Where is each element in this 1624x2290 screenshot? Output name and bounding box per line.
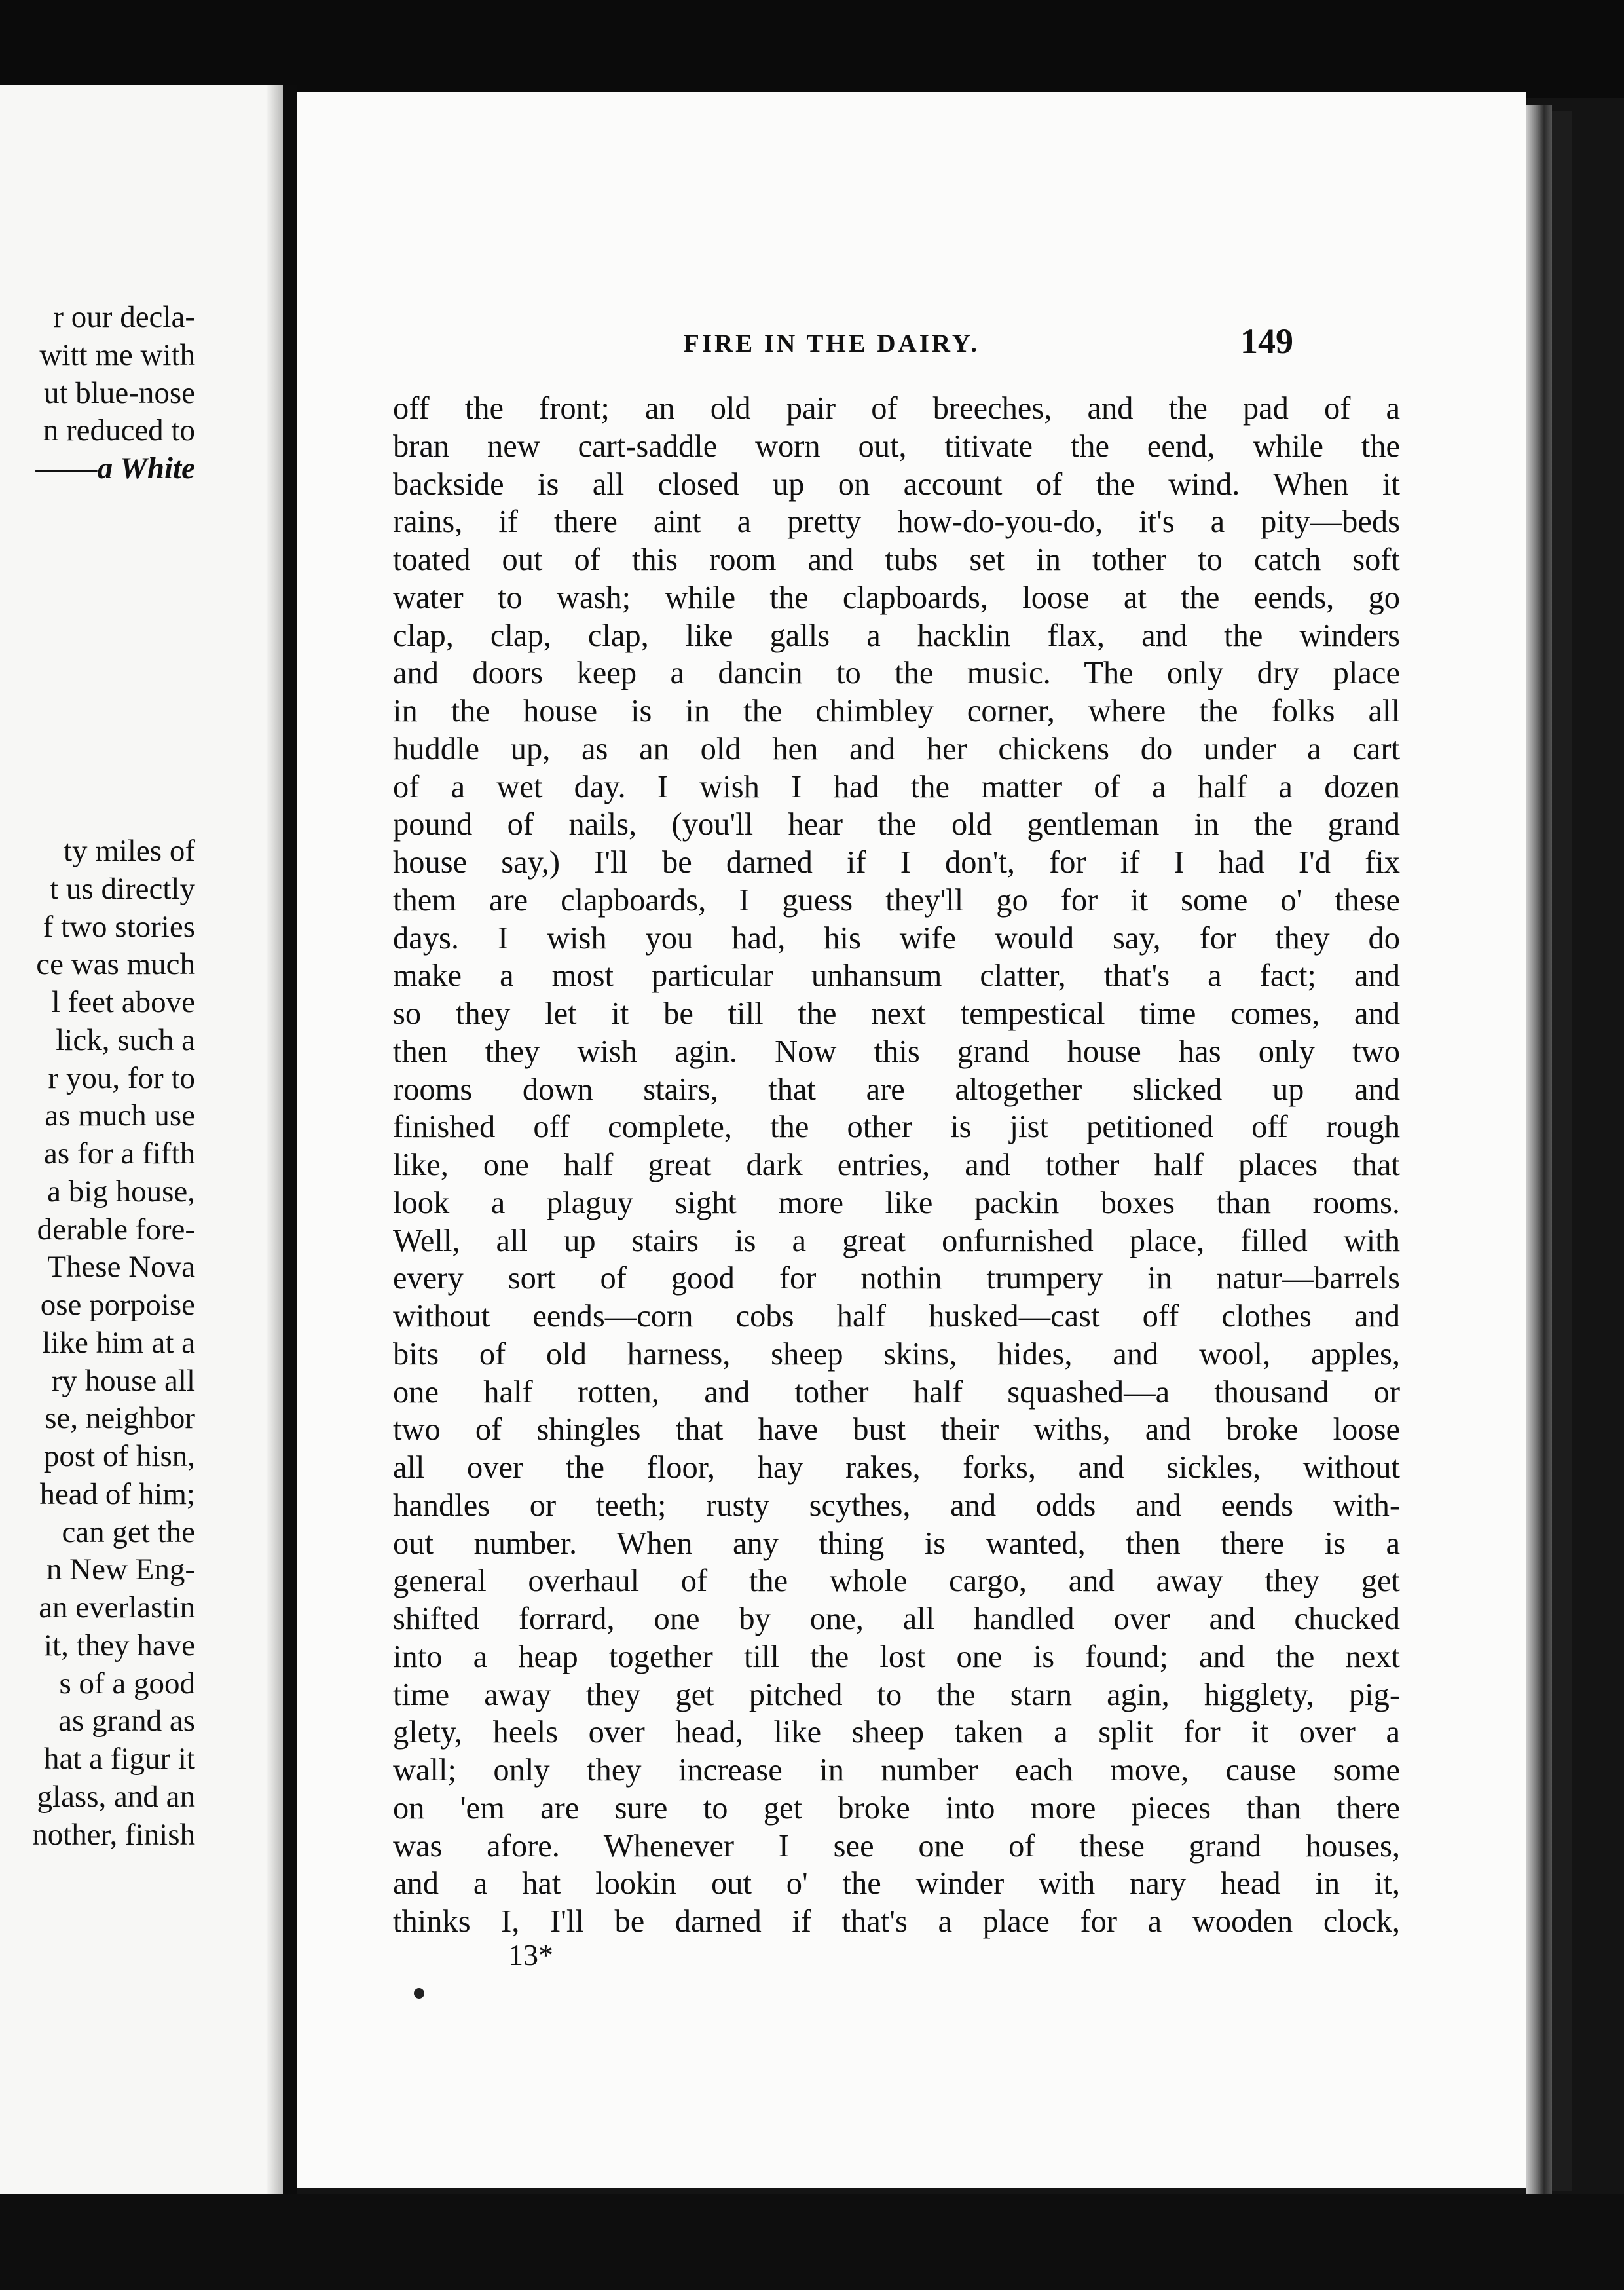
left-page-line: l feet above <box>51 985 195 1019</box>
text-line: one half rotten, and tother half squashed—a thousand or <box>393 1374 1400 1410</box>
left-page-line: ——a White <box>35 451 195 485</box>
left-page-line: These Nova <box>47 1250 195 1285</box>
left-page-line: ry house all <box>51 1363 195 1398</box>
text-line: time away they get pitched to the starn agin, higglety, pig- <box>393 1677 1400 1712</box>
text-line: on 'em are sure to get broke into more pieces than there <box>393 1790 1400 1826</box>
left-page-line: n New Eng- <box>46 1552 195 1587</box>
text-line: backside is all closed up on account of the wind. When it <box>393 466 1400 502</box>
text-line: rains, if there aint a pretty how-do-you-do, it's a pity—beds <box>393 504 1400 540</box>
left-page-line: as for a fifth <box>44 1136 195 1171</box>
text-line: so they let it be till the next tempestical time comes, and <box>393 996 1400 1031</box>
body-text <box>393 390 1400 1941</box>
page-edge <box>1526 105 1552 2194</box>
left-page-line: head of him; <box>39 1476 195 1511</box>
text-line: make a most particular unhansum clatter, that's a fact; and <box>393 958 1400 994</box>
page-number: 149 <box>1240 322 1293 361</box>
left-page-line: ut blue-nose <box>43 375 195 410</box>
left-page-line: ose porpoise <box>40 1288 195 1322</box>
text-line: all over the floor, hay rakes, forks, and sickles, without <box>393 1450 1400 1485</box>
text-line: in the house is in the chimbley corner, where the folks all <box>393 694 1400 728</box>
text-line: rooms down stairs, that are altogether slicked up and <box>393 1072 1400 1107</box>
left-page-line: derable fore- <box>37 1212 195 1247</box>
text-line: and doors keep a dancin to the music. The only dry place <box>393 656 1400 691</box>
left-page-line: lick, such a <box>56 1023 195 1057</box>
text-line: of a wet day. I wish I had the matter of a half a dozen <box>393 769 1400 804</box>
left-page-line: glass, and an <box>37 1779 195 1814</box>
left-page-line: a big house, <box>47 1174 195 1209</box>
text-line: house say,) I'll be darned if I don't, for if I had I'd fix <box>393 845 1400 880</box>
left-page-line: hat a figur it <box>43 1742 195 1776</box>
left-page-line: an everlastin <box>39 1590 195 1624</box>
text-line: pound of nails, (you'll hear the old gentleman in the grand <box>393 807 1400 842</box>
left-page-line: n reduced to <box>43 413 195 448</box>
left-page-line: ty miles of <box>63 834 195 868</box>
text-line: without eends—corn cobs half husked—cast off clothes and <box>393 1299 1400 1334</box>
text-line: them are clapboards, I guess they'll go for it some o' these <box>393 882 1400 918</box>
text-line: general overhaul of the whole cargo, and away they get <box>393 1564 1400 1599</box>
text-line: water to wash; while the clapboards, loose at the eends, go <box>393 580 1400 615</box>
gutter-shadow <box>266 85 283 2194</box>
scan-background-top <box>0 0 1624 98</box>
left-page-line: as grand as <box>58 1704 195 1738</box>
text-line: finished off complete, the other is jist petitioned off rough <box>393 1110 1400 1145</box>
text-line: bran new cart-saddle worn out, titivate the eend, while the <box>393 428 1400 464</box>
left-page-line: ce was much <box>36 947 195 982</box>
text-line: Well, all up stairs is a great onfurnished place, filled with <box>393 1223 1400 1258</box>
text-line: into a heap together till the lost one is found; and the next <box>393 1639 1400 1674</box>
text-line: wall; only they increase in number each move, cause some <box>393 1753 1400 1788</box>
text-line: glety, heels over head, like sheep taken a split for it over a <box>393 1715 1400 1750</box>
text-line: days. I wish you had, his wife would say, for they do <box>393 920 1400 956</box>
right-page <box>297 92 1526 2188</box>
text-line: handles or teeth; rusty scythes, and odds and eends with- <box>393 1488 1400 1523</box>
left-page-line: nother, finish <box>32 1817 195 1852</box>
text-line: thinks I, I'll be darned if that's a place for a wooden clock, <box>393 1904 1400 1939</box>
text-line: huddle up, as an old hen and her chickens do under a cart <box>393 731 1400 766</box>
scan-background-bottom <box>0 2194 1624 2290</box>
text-line: bits of old harness, sheep skins, hides, and wool, apples, <box>393 1336 1400 1372</box>
text-line: look a plaguy sight more like packin boxes than rooms. <box>393 1185 1400 1220</box>
left-page <box>0 85 283 2194</box>
left-page-line: post of hisn, <box>43 1439 195 1473</box>
text-line: clap, clap, clap, like galls a hacklin flax, and the winders <box>393 618 1400 653</box>
text-line: two of shingles that have bust their withs, and broke loose <box>393 1412 1400 1448</box>
left-page-line: r you, for to <box>48 1061 195 1095</box>
book-spine <box>283 85 297 2198</box>
text-line: like, one half great dark entries, and tother half places that <box>393 1148 1400 1182</box>
left-page-line: witt me with <box>39 337 195 372</box>
left-page-line: se, neighbor <box>45 1401 195 1436</box>
page-header <box>297 321 1526 373</box>
text-line: and a hat lookin out o' the winder with nary head in it, <box>393 1866 1400 1902</box>
text-line: then they wish agin. Now this grand house has only two <box>393 1034 1400 1069</box>
text-line: toated out of this room and tubs set in tother to catch soft <box>393 542 1400 577</box>
left-page-line: f two stories <box>43 909 195 944</box>
left-page-line: can get the <box>62 1514 195 1549</box>
text-line: off the front; an old pair of breeches, and the pad of a <box>393 391 1400 426</box>
left-page-line: r our decla- <box>53 300 195 334</box>
left-page-line: t us directly <box>50 871 195 906</box>
left-page-line: it, they have <box>43 1628 195 1662</box>
left-page-line: as much use <box>45 1098 195 1133</box>
page-edge-shadow <box>1552 111 1572 2191</box>
text-line: out number. When any thing is wanted, then there is a <box>393 1526 1400 1561</box>
running-head: FIRE IN THE DAIRY. <box>684 329 980 358</box>
signature-mark: 13* <box>508 1938 553 1972</box>
text-line: every sort of good for nothin trumpery in natur—barrels <box>393 1261 1400 1296</box>
left-page-line: s of a good <box>59 1666 195 1700</box>
text-line: was afore. Whenever I see one of these grand houses, <box>393 1828 1400 1864</box>
left-page-line: like him at a <box>42 1325 195 1360</box>
ink-dot <box>414 1988 424 1999</box>
text-line: shifted forrard, one by one, all handled over and chucked <box>393 1602 1400 1636</box>
